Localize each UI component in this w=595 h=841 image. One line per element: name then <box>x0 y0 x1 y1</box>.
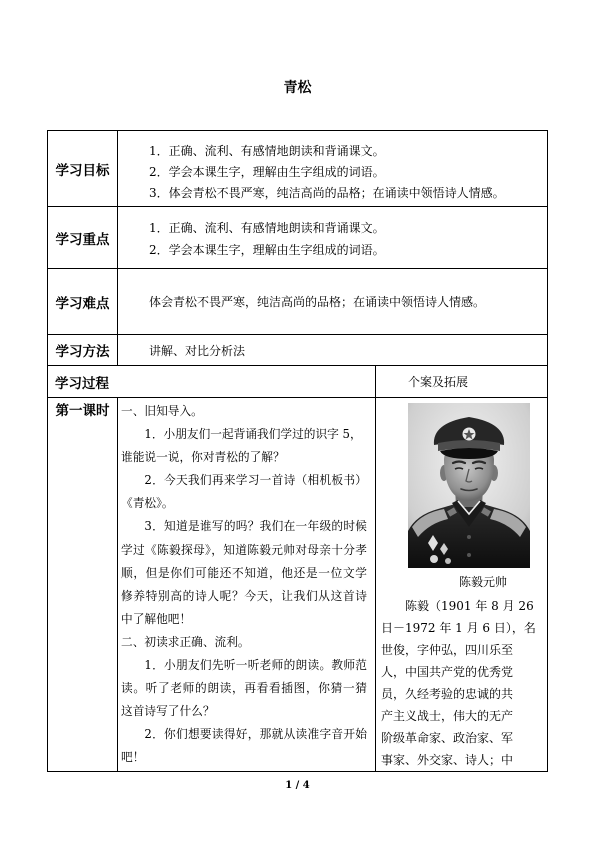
lesson-one-label: 第一课时 <box>55 403 110 419</box>
process-line: 3．知道是谁写的吗？我们在一年级的时候 <box>144 519 367 534</box>
goals-label-cell <box>48 131 118 206</box>
method-label: 学习方法 <box>55 344 110 360</box>
goals-label: 学习目标 <box>55 162 110 179</box>
row-lesson-one <box>48 398 547 772</box>
lesson-plan-table <box>47 130 548 772</box>
process-line: 读。听了老师的朗读，再看看插图，你猜一猜 <box>121 681 367 696</box>
bio-line: 产主义战士，伟大的无产 <box>381 709 514 723</box>
process-line: 1．小朋友们一起背诵我们学过的识字 5， <box>144 427 362 442</box>
key-points-label-cell <box>48 207 118 268</box>
process-line: 这首诗写了什么？ <box>121 704 215 719</box>
process-line: 吧！ <box>121 750 145 765</box>
process-line: 中了解他吧！ <box>121 611 192 626</box>
difficulties-content-cell <box>118 269 547 334</box>
difficulties-label: 学习难点 <box>55 295 110 312</box>
page-number: 1 / 4 <box>285 780 310 791</box>
method-text: 讲解、对比分析法 <box>149 343 246 358</box>
bio-line: 陈毅（1901 年 8 月 26 <box>405 599 534 613</box>
process-line: 1．小朋友们先听一听老师的朗读。教师范 <box>144 658 367 673</box>
row-key-points <box>48 207 547 269</box>
difficulties-text: 体会青松不畏严寒，纯洁高尚的品格；在诵读中领悟诗人情感。 <box>149 295 486 309</box>
portrait-photo <box>408 403 530 568</box>
extension-header: 个案及拓展 <box>408 375 469 389</box>
lesson-one-extension-cell <box>376 398 547 771</box>
process-label: 学习过程 <box>55 375 109 392</box>
row-difficulties <box>48 269 547 335</box>
key-points-label: 学习重点 <box>55 231 110 248</box>
bio-line: 阶级革命家、政治家、军 <box>381 731 514 745</box>
goals-content-cell <box>118 131 547 206</box>
process-line: 二、初读求正确、流利。 <box>121 634 250 649</box>
lesson-one-process-cell <box>118 398 376 771</box>
extension-header-cell <box>376 366 547 397</box>
process-line: 《青松》。 <box>121 496 174 511</box>
bio-line: 日－1972 年 1 月 6 日），名 <box>381 621 536 635</box>
difficulties-label-cell <box>48 269 118 334</box>
process-line: 学过《陈毅探母》，知道陈毅元帅对母亲十分孝 <box>121 542 367 557</box>
bio-line: 员，久经考验的忠诚的共 <box>381 687 514 701</box>
biography-text <box>381 595 547 771</box>
goal-item: 2．学会本课生字，理解由生字组成的词语。 <box>149 165 385 179</box>
photo-caption: 陈毅元帅 <box>459 575 508 589</box>
process-line: 修养特别高的诗人呢？今天，让我们从这首诗 <box>121 588 367 603</box>
process-line: 一、旧知导入。 <box>121 404 203 418</box>
process-label-cell <box>48 366 376 397</box>
process-line: 2．你们想要读得好，那就从读准字音开始 <box>144 727 367 742</box>
process-line: 顺，但是你们可能还不知道，他还是一位文学 <box>121 565 367 580</box>
bio-line: 世俊，字仲弘，四川乐至 <box>381 643 514 657</box>
lesson-one-label-cell <box>48 398 118 771</box>
bio-line: 人，中国共产党的优秀党 <box>381 665 514 679</box>
key-point-item: 1．正确、流利、有感情地朗读和背诵课文。 <box>149 221 385 235</box>
key-points-content-cell <box>118 207 547 268</box>
row-goals <box>48 131 547 207</box>
process-line: 2．今天我们再来学习一首诗（相机板书） <box>144 473 367 488</box>
page-title: 青松 <box>283 80 312 96</box>
key-point-item: 2．学会本课生字，理解由生字组成的词语。 <box>149 242 385 257</box>
bio-line: 事家、外交家、诗人；中 <box>381 753 514 767</box>
goal-item: 1．正确、流利、有感情地朗读和背诵课文。 <box>149 144 385 158</box>
method-content-cell <box>118 335 547 365</box>
goal-item: 3．体会青松不畏严寒，纯洁高尚的品格；在诵读中领悟诗人情感。 <box>149 186 505 200</box>
process-line: 谁能说一说，你对青松的了解？ <box>121 450 285 465</box>
method-label-cell <box>48 335 118 365</box>
row-method <box>48 335 547 366</box>
row-process-header <box>48 366 547 398</box>
